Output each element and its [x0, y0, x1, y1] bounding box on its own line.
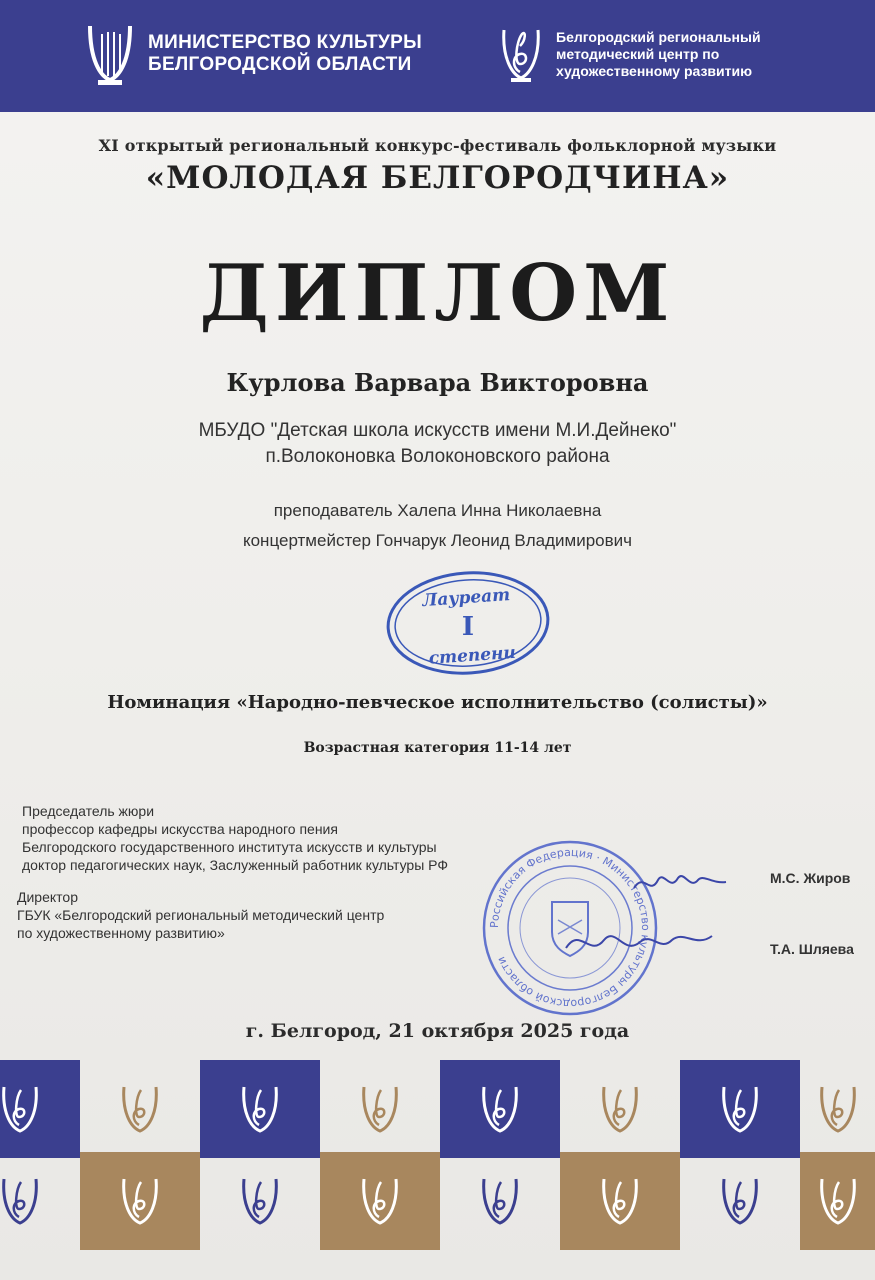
pattern-tile-blue	[680, 1060, 800, 1158]
director-signature	[560, 918, 720, 966]
ministry-logo-block	[84, 20, 422, 88]
pattern-tile-gold	[320, 1152, 440, 1250]
document-title: ДИПЛОМ	[199, 248, 676, 339]
jury-line-1: Председатель жюри	[22, 803, 155, 819]
clef-lyre-icon	[358, 1081, 402, 1137]
pattern-tile-light	[440, 1152, 560, 1250]
pattern-tile-blue	[440, 1060, 560, 1158]
clef-lyre-icon	[118, 1081, 162, 1137]
jury-signatory: М.С. Жиров	[770, 870, 851, 886]
center-line-2: методический центр по	[556, 45, 720, 62]
ministry-line-2: БЕЛГОРОДСКОЙ ОБЛАСТИ	[148, 54, 412, 75]
pattern-tile-light	[200, 1152, 320, 1250]
pattern-tile-light	[320, 1060, 440, 1158]
pattern-tile-gold	[560, 1152, 680, 1250]
ministry-line-1: МИНИСТЕРСТВО КУЛЬТУРЫ	[148, 32, 422, 53]
pattern-tile-light	[560, 1060, 680, 1158]
director-line-3: по художественному развитию»	[17, 925, 225, 941]
jury-signature	[630, 862, 730, 902]
pattern-tile-light	[0, 1152, 80, 1250]
school-block	[0, 418, 875, 470]
center-line-3: художественному развитию	[556, 62, 753, 79]
pattern-tile-light	[680, 1152, 800, 1250]
clef-lyre-icon	[598, 1081, 642, 1137]
clef-lyre-icon	[478, 1173, 522, 1229]
clef-lyre-icon	[816, 1173, 860, 1229]
clef-lyre-icon	[718, 1173, 762, 1229]
decorative-pattern	[0, 1060, 875, 1280]
center-name	[556, 29, 761, 80]
seal-ring-text: Российская Федерация · Министерство культуры Белгородской области	[487, 845, 653, 1011]
pattern-tile-blue	[0, 1060, 80, 1158]
school-name: МБУДО "Детская школа искусств имени М.И.Дейнеко"	[198, 420, 677, 441]
jury-line-2: профессор кафедры искусства народного пения	[22, 821, 338, 837]
teacher-line: преподаватель Халепа Инна Николаевна	[273, 501, 602, 520]
pattern-tile-light	[80, 1060, 200, 1158]
jury-line-3: Белгородского государственного института искусств и культуры	[22, 839, 437, 855]
ministry-name	[148, 32, 422, 76]
director-line-2: ГБУК «Белгородский региональный методический центр	[17, 907, 385, 923]
city-date: г. Белгород, 21 октября 2025 года	[245, 1020, 630, 1042]
pattern-tile-gold	[800, 1152, 875, 1250]
clef-lyre-icon	[478, 1081, 522, 1137]
festival-name: «МОЛОДАЯ БЕЛГОРОДЧИНА»	[145, 160, 730, 196]
clef-lyre-icon	[0, 1081, 42, 1137]
laureate-stamp	[384, 569, 552, 677]
clef-lyre-icon	[238, 1173, 282, 1229]
director-signatory: Т.А. Шляева	[770, 941, 854, 957]
clef-lyre-icon	[0, 1173, 42, 1229]
pattern-tile-blue	[200, 1060, 320, 1158]
jury-line-4: доктор педагогических наук, Заслуженный работник культуры РФ	[22, 857, 448, 873]
treble-clef-lyre-icon	[498, 24, 544, 84]
director-line-1: Директор	[17, 889, 78, 905]
stamp-line-2: I	[461, 612, 475, 642]
nomination: Номинация «Народно-певческое исполнительство (солисты)»	[107, 692, 768, 713]
lyre-logo-icon	[84, 20, 136, 88]
center-line-1: Белгородский региональный	[556, 28, 761, 45]
stamp-line-3: степени	[428, 642, 517, 669]
header-band	[0, 0, 875, 112]
teachers-block	[0, 496, 875, 556]
clef-lyre-icon	[118, 1173, 162, 1229]
stamp-line-1: Лауреат	[421, 585, 511, 612]
school-location: п.Волоконовка Волоконовского района	[265, 446, 610, 467]
center-logo-block	[498, 24, 761, 84]
accompanist-line: концертмейстер Гончарук Леонид Владимирович	[242, 531, 633, 550]
age-category: Возрастная категория 11-14 лет	[303, 740, 572, 756]
pattern-tile-gold	[80, 1152, 200, 1250]
clef-lyre-icon	[358, 1173, 402, 1229]
clef-lyre-icon	[238, 1081, 282, 1137]
director-block	[17, 888, 537, 942]
clef-lyre-icon	[816, 1081, 860, 1137]
recipient-name: Курлова Варвара Викторовна	[226, 368, 649, 397]
pattern-tile-light	[800, 1060, 875, 1158]
festival-subtitle: XI открытый региональный конкурс-фестиваль фольклорной музыки	[98, 136, 777, 155]
clef-lyre-icon	[598, 1173, 642, 1229]
clef-lyre-icon	[718, 1081, 762, 1137]
